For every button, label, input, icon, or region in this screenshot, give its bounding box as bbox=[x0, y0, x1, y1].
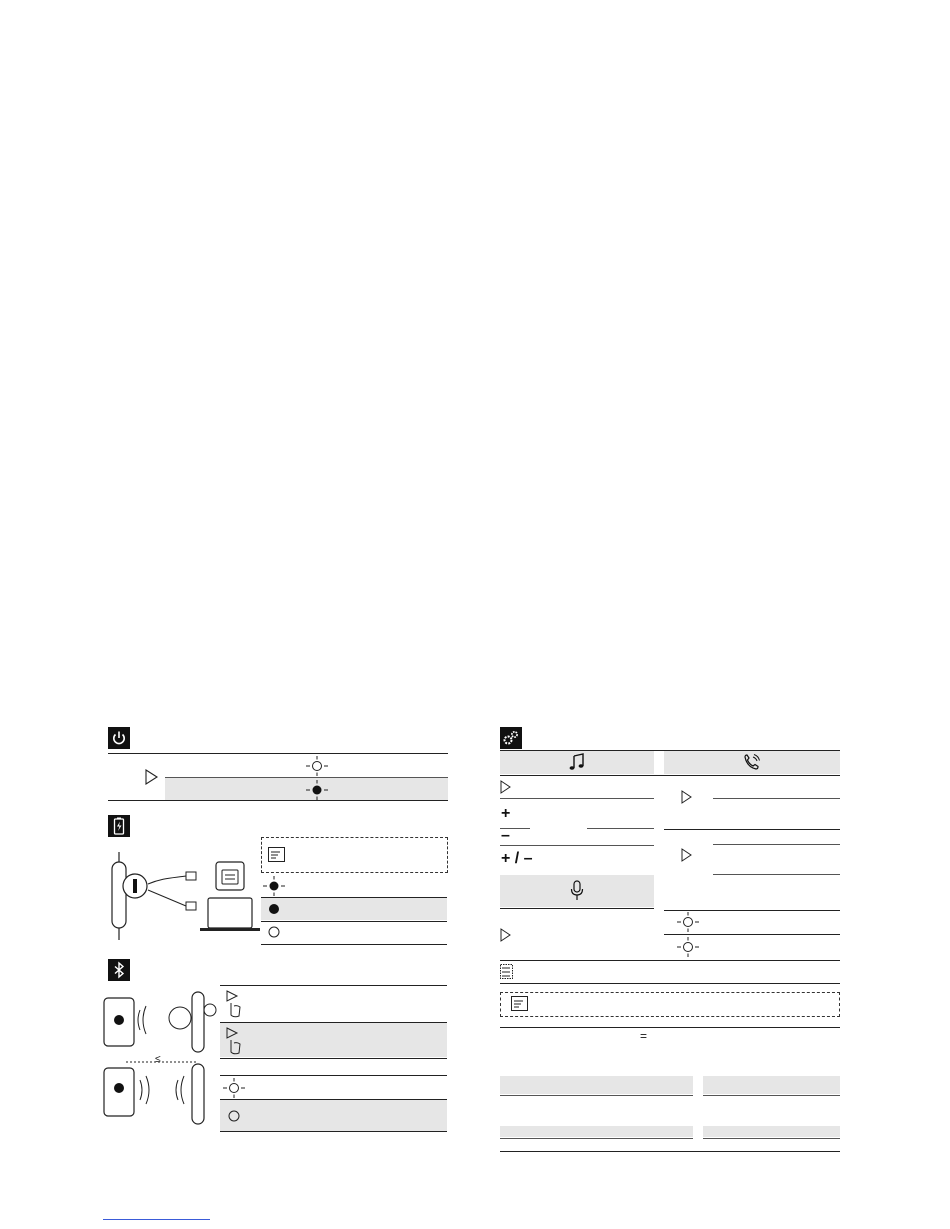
battery-charging-icon bbox=[108, 815, 130, 837]
led-off-icon bbox=[267, 925, 281, 939]
phone-call-icon bbox=[743, 753, 761, 771]
note-icon bbox=[511, 996, 529, 1012]
gears-icon bbox=[500, 727, 522, 749]
bluetooth-divider bbox=[220, 1058, 447, 1059]
specs-shade-left bbox=[500, 1126, 693, 1137]
specs-shade-right bbox=[703, 1076, 840, 1094]
specs-divider bbox=[500, 1138, 693, 1139]
play-button-icon bbox=[681, 848, 693, 862]
power-row-divider bbox=[165, 777, 448, 778]
bluetooth-table-bottom bbox=[220, 1131, 447, 1132]
call-divider bbox=[713, 874, 840, 875]
led-on-icon bbox=[262, 875, 286, 897]
volume-up-label: + bbox=[501, 805, 511, 822]
specs-table-top bbox=[500, 1027, 840, 1028]
power-section-icon bbox=[108, 727, 130, 749]
controls-divider bbox=[500, 960, 840, 961]
music-divider bbox=[500, 845, 654, 846]
music-note-icon bbox=[569, 753, 585, 771]
power-icon bbox=[108, 727, 130, 749]
controls-table-bottom bbox=[500, 983, 840, 984]
charging-row-shade bbox=[261, 898, 447, 920]
call-divider bbox=[664, 934, 840, 935]
press-hold-icon bbox=[224, 1026, 244, 1056]
power-table-bottom bbox=[108, 800, 448, 801]
bluetooth-icon bbox=[108, 959, 130, 981]
volume-down-label: – bbox=[501, 827, 510, 844]
specs-shade-right bbox=[703, 1126, 840, 1137]
footer-link[interactable] bbox=[103, 1207, 210, 1220]
led-blink-icon bbox=[676, 911, 700, 933]
bluetooth-row-shade bbox=[220, 1100, 447, 1131]
charging-note-box bbox=[261, 837, 448, 873]
call-divider bbox=[713, 844, 840, 845]
specs-divider bbox=[703, 1095, 840, 1096]
bluetooth-table-top bbox=[220, 985, 447, 986]
charging-divider bbox=[261, 921, 447, 922]
specs-divider bbox=[703, 1138, 840, 1139]
call-divider bbox=[713, 798, 840, 799]
led-solid-icon bbox=[267, 902, 281, 916]
specs-divider bbox=[500, 1095, 693, 1096]
play-button-icon bbox=[500, 928, 512, 942]
microphone-icon bbox=[570, 880, 584, 902]
music-divider bbox=[587, 828, 654, 829]
play-button-icon bbox=[500, 780, 512, 794]
controls-note-box bbox=[500, 992, 840, 1017]
equals-label: = bbox=[640, 1029, 648, 1043]
controls-section-icon bbox=[500, 727, 522, 749]
music-divider bbox=[500, 798, 654, 799]
charging-table-bottom bbox=[261, 944, 447, 945]
note-icon bbox=[268, 847, 286, 863]
bluetooth-divider bbox=[220, 1075, 447, 1076]
call-divider bbox=[664, 829, 840, 830]
charging-section-icon bbox=[108, 815, 130, 837]
music-divider bbox=[500, 908, 654, 909]
play-button-icon bbox=[145, 769, 159, 785]
bluetooth-row-shade bbox=[220, 1023, 447, 1057]
specs-shade-left bbox=[500, 1076, 693, 1094]
charging-illustration bbox=[102, 848, 282, 953]
led-blink-icon bbox=[305, 755, 329, 777]
volume-both-label: + / – bbox=[501, 850, 533, 867]
led-on-icon bbox=[305, 779, 329, 801]
bluetooth-section-icon bbox=[108, 959, 130, 981]
led-blink-icon bbox=[222, 1077, 246, 1099]
specs-table-bottom bbox=[500, 1151, 840, 1152]
play-button-icon bbox=[681, 790, 693, 804]
press-hold-icon bbox=[224, 989, 244, 1019]
pairing-illustration bbox=[100, 990, 230, 1130]
led-off-icon bbox=[227, 1109, 241, 1123]
controls-header-bottom bbox=[500, 775, 840, 776]
language-icon bbox=[500, 964, 514, 980]
pairing-distance-label: ≤ bbox=[155, 1054, 161, 1065]
led-blink-icon bbox=[676, 936, 700, 958]
power-table-top bbox=[108, 753, 448, 754]
